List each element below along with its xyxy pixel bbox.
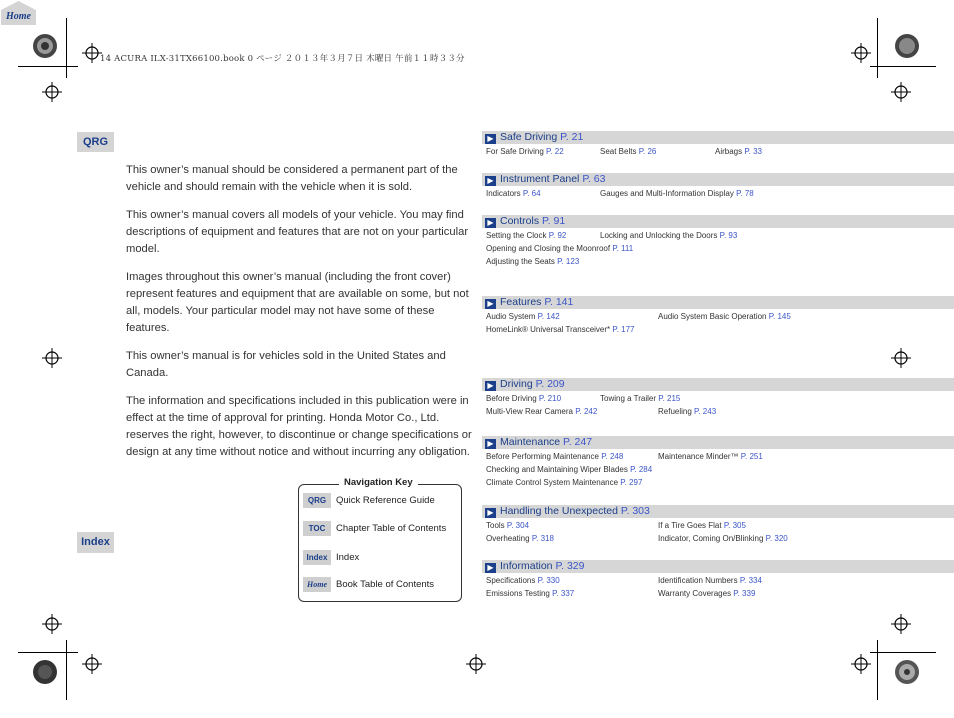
- intro-paragraph: The information and specifications included in this publication were in effect at the time of approval for printing. Honda Motor Co., Ltd. reserves the right, however, to discontinue or change specifications or design at any time without notice and without incurring any obligation.: [126, 395, 472, 458]
- entry-page: P. 64: [522, 189, 541, 198]
- section-title: Handling the Unexpected: [500, 505, 618, 517]
- index-badge: Index: [303, 550, 331, 565]
- section-heading-features[interactable]: [482, 296, 954, 309]
- toc-entry[interactable]: [486, 257, 579, 266]
- entry-text: Climate Control System Maintenance: [486, 478, 619, 487]
- nav-key-row-qrg: [303, 493, 435, 508]
- home-tab-label: Home: [6, 11, 31, 22]
- section-title: Driving: [500, 378, 533, 390]
- entry-page: P. 210: [538, 394, 562, 403]
- crosshair-icon: [851, 43, 871, 63]
- arrow-right-icon: ▶: [485, 176, 496, 186]
- navigation-key: [298, 477, 462, 602]
- section-page: P. 141: [544, 296, 574, 308]
- entry-text: Gauges and Multi-Information Display: [600, 189, 734, 198]
- toc-entry[interactable]: [658, 407, 716, 416]
- toc-entry[interactable]: [486, 189, 541, 198]
- nav-key-row-index: [303, 550, 359, 565]
- intro-paragraph: This owner’s manual is for vehicles sold in the United States and Canada.: [126, 350, 446, 379]
- section-page: P. 247: [563, 436, 593, 448]
- nav-key-row-toc: [303, 521, 446, 536]
- toc-entry[interactable]: [600, 147, 656, 156]
- section-heading-handling-the-unexpected[interactable]: [482, 505, 954, 518]
- toc-entry[interactable]: [600, 189, 754, 198]
- registration-circle-icon: [894, 33, 920, 59]
- nav-key-label: Chapter Table of Contents: [336, 523, 447, 534]
- toc-entry[interactable]: [658, 576, 762, 585]
- toc-entry[interactable]: [486, 521, 529, 530]
- entry-text: For Safe Driving: [486, 147, 544, 156]
- entry-text: Checking and Maintaining Wiper Blades: [486, 465, 628, 474]
- arrow-right-icon: ▶: [485, 299, 496, 309]
- entry-page: P. 142: [537, 312, 560, 321]
- toc-entry[interactable]: [486, 231, 566, 240]
- section-title: Features: [500, 296, 542, 308]
- arrow-right-icon: ▶: [485, 508, 496, 518]
- entry-text: Indicators: [486, 189, 521, 198]
- arrow-right-icon: ▶: [485, 563, 496, 573]
- toc-entry[interactable]: [658, 452, 763, 461]
- crosshair-icon: [82, 654, 102, 674]
- crop-line: [66, 640, 67, 700]
- section-title: Instrument Panel: [500, 173, 580, 185]
- crosshair-icon: [466, 654, 486, 674]
- entry-text: Maintenance Minder™: [658, 452, 739, 461]
- entry-page: P. 123: [557, 257, 580, 266]
- toc-section-driving: [482, 378, 954, 416]
- home-tab[interactable]: [0, 0, 37, 26]
- entry-text: Towing a Trailer: [600, 394, 657, 403]
- registration-circle-icon: [32, 659, 58, 685]
- toc-badge: TOC: [303, 521, 331, 536]
- toc-section-information: [482, 560, 954, 598]
- crosshair-icon: [42, 614, 62, 634]
- section-title: Controls: [500, 215, 540, 227]
- entry-text: Refueling: [658, 407, 692, 416]
- entry-text: Opening and Closing the Moonroof: [486, 244, 611, 253]
- toc-section-features: [482, 296, 954, 334]
- entry-page: P. 92: [548, 231, 567, 240]
- crosshair-icon: [42, 348, 62, 368]
- crop-line: [66, 18, 67, 78]
- entry-page: P. 33: [744, 147, 763, 156]
- section-page: P. 63: [582, 173, 606, 185]
- toc-section-instrument-panel: [482, 173, 954, 198]
- entry-text: If a Tire Goes Flat: [658, 521, 722, 530]
- section-title: Information: [500, 560, 553, 572]
- entry-text: Multi-View Rear Camera: [486, 407, 573, 416]
- entry-text: Warranty Coverages: [658, 589, 732, 598]
- toc-section-safe-driving: [482, 131, 954, 156]
- section-page: P. 209: [535, 378, 565, 390]
- entry-page: P. 145: [768, 312, 791, 321]
- nav-key-row-home: [303, 577, 434, 592]
- crosshair-icon: [42, 82, 62, 102]
- toc-entry[interactable]: [486, 478, 642, 487]
- entry-page: P. 297: [620, 478, 643, 487]
- entry-page: P. 243: [694, 407, 717, 416]
- toc-entry[interactable]: [486, 394, 561, 403]
- entry-page: P. 339: [733, 589, 756, 598]
- toc-entry[interactable]: [486, 407, 597, 416]
- entry-page: P. 251: [740, 452, 763, 461]
- toc-section-controls: [482, 215, 954, 266]
- intro-text: [126, 162, 476, 472]
- entry-text: Setting the Clock: [486, 231, 547, 240]
- entry-page: P. 26: [638, 147, 657, 156]
- registration-circle-icon: [32, 33, 58, 59]
- qrg-tab[interactable]: QRG: [77, 132, 114, 152]
- toc-entry[interactable]: [600, 231, 737, 240]
- entry-page: P. 242: [575, 407, 598, 416]
- crop-line: [877, 640, 878, 700]
- nav-key-label: Quick Reference Guide: [336, 495, 435, 506]
- entry-page: P. 305: [723, 521, 746, 530]
- toc-entry[interactable]: [486, 244, 633, 253]
- toc-entry[interactable]: [486, 325, 635, 334]
- toc-entry[interactable]: [658, 589, 755, 598]
- intro-paragraph: Images throughout this owner’s manual (including the front cover) represent features and equipment that are available on some, but not all, models. Your particular model may not have some of these features.: [126, 271, 469, 334]
- crop-line: [18, 652, 78, 653]
- section-heading-information[interactable]: [482, 560, 954, 573]
- crosshair-icon: [891, 614, 911, 634]
- section-title: Safe Driving: [500, 131, 558, 143]
- entry-text: Emissions Testing: [486, 589, 550, 598]
- entry-page: P. 330: [537, 576, 560, 585]
- entry-text: Audio System Basic Operation: [658, 312, 767, 321]
- crop-line: [877, 18, 878, 78]
- entry-text: Audio System: [486, 312, 536, 321]
- entry-page: P. 111: [612, 244, 634, 253]
- intro-paragraph: This owner’s manual covers all models of your vehicle. You may find descriptions of equipment and features that are not on your particular model.: [126, 209, 469, 255]
- entry-page: P. 177: [612, 325, 635, 334]
- arrow-right-icon: ▶: [485, 439, 496, 449]
- entry-text: Before Driving: [486, 394, 537, 403]
- toc-entry[interactable]: [715, 147, 762, 156]
- index-tab[interactable]: Index: [77, 532, 114, 553]
- entry-page: P. 337: [552, 589, 575, 598]
- arrow-right-icon: ▶: [485, 134, 496, 144]
- toc-entry[interactable]: [486, 589, 574, 598]
- print-header: 14 ACURA ILX-31TX66100.book 0 ページ ２０１３年３月７日 木曜日 午前１１時３３分: [100, 54, 465, 64]
- section-heading-maintenance[interactable]: [482, 436, 954, 449]
- crop-line: [870, 652, 936, 653]
- toc-entry[interactable]: [486, 452, 623, 461]
- crosshair-icon: [851, 654, 871, 674]
- crosshair-icon: [891, 348, 911, 368]
- section-page: P. 91: [542, 215, 566, 227]
- toc-entry[interactable]: [486, 147, 564, 156]
- entry-text: Identification Numbers: [658, 576, 738, 585]
- arrow-right-icon: ▶: [485, 381, 496, 391]
- section-heading-instrument-panel[interactable]: [482, 173, 954, 186]
- toc-entry[interactable]: [658, 534, 788, 543]
- entry-text: HomeLink® Universal Transceiver*: [486, 325, 611, 334]
- entry-text: Indicator, Coming On/Blinking: [658, 534, 764, 543]
- toc-entry[interactable]: [658, 312, 791, 321]
- toc-section-maintenance: [482, 436, 954, 487]
- section-heading-safe-driving[interactable]: [482, 131, 954, 144]
- intro-paragraph: This owner’s manual should be considered a permanent part of the vehicle and should remain with the vehicle when it is sold.: [126, 164, 458, 193]
- toc-entry[interactable]: [486, 534, 554, 543]
- section-heading-controls[interactable]: [482, 215, 954, 228]
- qrg-badge: QRG: [303, 493, 331, 508]
- crop-line: [18, 66, 78, 67]
- entry-text: Specifications: [486, 576, 536, 585]
- entry-text: Locking and Unlocking the Doors: [600, 231, 718, 240]
- entry-text: Adjusting the Seats: [486, 257, 555, 266]
- nav-key-label: Index: [336, 552, 360, 563]
- entry-page: P. 284: [630, 465, 653, 474]
- section-title: Maintenance: [500, 436, 561, 448]
- entry-text: Tools: [486, 521, 505, 530]
- arrow-right-icon: ▶: [485, 218, 496, 228]
- navigation-key-title: Navigation Key: [339, 477, 418, 488]
- home-badge: Home: [303, 577, 331, 592]
- crop-line: [870, 66, 936, 67]
- toc-entry[interactable]: [658, 521, 746, 530]
- entry-page: P. 78: [736, 189, 754, 198]
- home-house-icon: [0, 0, 37, 26]
- nav-key-label: Book Table of Contents: [336, 579, 435, 590]
- entry-text: Airbags: [715, 147, 743, 156]
- registration-circle-icon: [894, 659, 920, 685]
- toc-section-handling-the-unexpected: [482, 505, 954, 543]
- entry-page: P. 334: [739, 576, 762, 585]
- section-page: P. 303: [620, 505, 650, 517]
- entry-page: P. 304: [506, 521, 530, 530]
- section-page: P. 21: [560, 131, 584, 143]
- section-page: P. 329: [555, 560, 585, 572]
- entry-text: Before Performing Maintenance: [486, 452, 599, 461]
- entry-page: P. 93: [719, 231, 738, 240]
- entry-text: Seat Belts: [600, 147, 637, 156]
- entry-page: P. 318: [531, 534, 554, 543]
- crosshair-icon: [891, 82, 911, 102]
- entry-page: P. 320: [765, 534, 788, 543]
- toc-entry[interactable]: [486, 576, 560, 585]
- section-heading-driving[interactable]: [482, 378, 954, 391]
- toc-entry[interactable]: [600, 394, 680, 403]
- entry-page: P. 215: [658, 394, 681, 403]
- crosshair-icon: [82, 43, 102, 63]
- toc-entry[interactable]: [486, 465, 652, 474]
- entry-page: P. 248: [601, 452, 624, 461]
- toc-entry[interactable]: [486, 312, 560, 321]
- entry-text: Overheating: [486, 534, 530, 543]
- entry-page: P. 22: [546, 147, 564, 156]
